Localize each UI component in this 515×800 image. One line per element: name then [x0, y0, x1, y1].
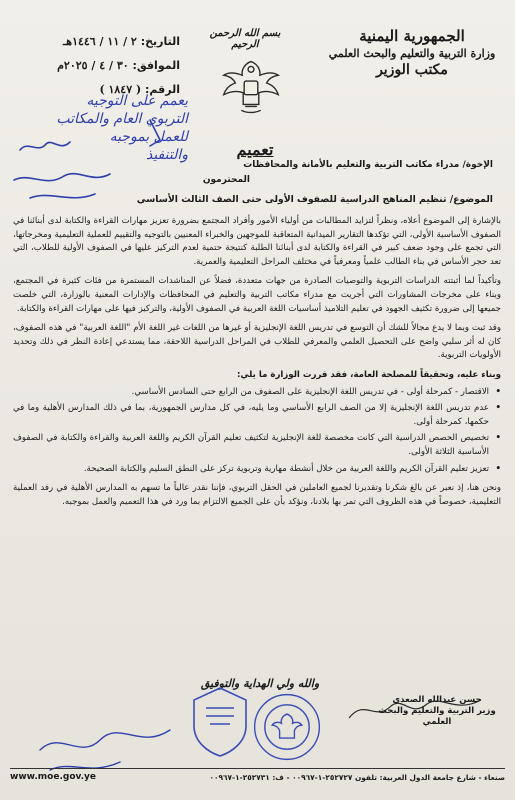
- decision-text: عدم تدريس اللغة الإنجليزية إلا من الصف الرابع الأساسي وما يليه، في كل مدارس الجمهورية، بما في ذلك المدارس الأهلية وما في حكمها، كمرحلة أولى.: [13, 403, 489, 427]
- contact-address: صنعاء - شارع جامعة الدول العربية: تلفون ٢٥٢٧٢٧-١-٠٠٩٦٧ - ف: ٢٥٢٧٣١-١-٠٠٩٦٧: [209, 772, 505, 782]
- reference-label: الرقم:: [145, 83, 180, 96]
- body-paragraph: وتأكيداً لما أثبتته الدراسات التربوية والتوصيات الصادرة من جهات متعددة، فضلاً عن المناشدات المستمرة من فئات كثيرة في المجتمع، وبناء على مخرجات المشاورات التي أجريت مع مدراء مكاتب التربية والتعليم في المحافظات والإدارات المعنية بالوزارة، التي خلصت جميعها إلى ضرورة تكثيف الجهود في تعليم التلاميذ أساسيات اللغة العربية في الصفوف الأولية، والتركيز فيها على مهارات القراءة والكتابة.: [13, 276, 501, 314]
- ministry-name: وزارة التربية والتعليم والبحث العلمي: [328, 47, 496, 60]
- handwritten-line: والتنفيذ: [145, 147, 188, 163]
- gregorian-date-value: ٣٠ / ٤ / ٢٠٢٥م: [57, 59, 129, 72]
- signatory-name: حسن عبدالله الصعدي: [392, 695, 482, 705]
- handwritten-note: [18, 92, 188, 164]
- bullet-icon: •: [495, 433, 501, 444]
- document-type-label: تعميم: [236, 140, 274, 159]
- gregorian-date-label: الموافق:: [132, 59, 180, 72]
- decisions-list: [13, 386, 501, 477]
- pen-scribble-icon: [30, 690, 180, 780]
- handwritten-line: التربوي العام والمكاتب: [56, 111, 188, 127]
- signature-block: [377, 695, 497, 728]
- decision-text: تخصيص الحصص الدراسية التي كانت مخصصة للغة الإنجليزية لتكثيف تعليم القرآن الكريم واللغة العربية والقراءة والكتابة في الصفوف الأساسية الثلاثة الأولى.: [13, 433, 489, 457]
- website-url: www.moe.gov.ye: [10, 772, 97, 782]
- hijri-date-label: التاريخ:: [140, 35, 180, 48]
- subject-line: الموضوع/ تنظيم المناهج الدراسية للصفوف الأولى حتى الصف الثالث الأساسي: [136, 194, 493, 205]
- addressees-line: الإخوة/ مدراء مكاتب التربية والتعليم بالأمانة والمحافظات: [243, 160, 493, 170]
- decision-text: تعزيز تعليم القرآن الكريم واللغة العربية من خلال أنشطة مهارية وتربوية تركز على النطق السليم والكتابة الصحيحة.: [83, 463, 489, 474]
- footer-divider: [10, 768, 505, 769]
- bullet-icon: •: [495, 386, 501, 397]
- body-paragraph: وقد ثبت وبما لا يدع مجالاً للشك أن التوسع في تدريس اللغة الإنجليزية أو غيرها من اللغات غير اللغة الأم "اللغة العربية" في هذه الصفوف، كان له أثر سلبي واضح على التحصيل العلمي والمعرفي للطلاب في المراحل الدراسية اللاحقة، مما يستدعي إعادة النظر في ذلك وتحديد الأولويات التربوية.: [13, 323, 501, 361]
- decision-item: [13, 463, 501, 477]
- handwritten-line: يعمم على التوجيه: [86, 93, 188, 109]
- country-name: الجمهورية اليمنية: [359, 27, 465, 45]
- hijri-date-row: [20, 30, 180, 54]
- decision-text: الاقتصار - كمرحلة أولى - في تدريس اللغة الإنجليزية على الصفوف من الرابع حتى السادس الأساسي.: [131, 386, 489, 397]
- reference-number: ( ١٨٤٧ ): [99, 83, 142, 96]
- eagle-emblem-icon: [212, 44, 290, 122]
- handwritten-line: للعمل بموجبه: [109, 129, 188, 145]
- bullet-icon: •: [495, 403, 501, 414]
- decision-item: [13, 402, 501, 429]
- office-seal-icon: [180, 682, 260, 762]
- addressees-signoff: المحترمون: [202, 175, 250, 185]
- ministry-header: [327, 28, 497, 79]
- ministry-stamp-icon: [250, 690, 324, 764]
- document-body: [13, 215, 501, 515]
- closing-phrase: والله ولي الهداية والتوفيق: [200, 677, 320, 690]
- basmala: بسم الله الرحمن الرحيم: [209, 28, 281, 50]
- page-footer: [10, 772, 505, 782]
- body-paragraph: بالإشارة إلى الموضوع أعلاه، ونظراً لتزايد المطالبات من أولياء الأمور وأفراد المجتمع بضرورة تعزيز مهارات القراءة والكتابة لدى أبنائنا في الصفوف الأساسية الأولى، التي تؤكدها التقارير الميدانية المتعاقبة للموجهين والخبراء المعنيين بالتوجيه والتقييم للعملية التعليمية ومخرجاتها، التي تجمع على وجود ضعف كبير في القراءة والكتابة لدى أبنائنا الطلبة كنتيجة حتمية لعدم التركيز عليها في الصفوف الأولية للطلاب، التي تعد حجر الأساس في بناء الطالب علمياً ومعرفياً في مختلف المراحل التعليمية والعمرية.: [13, 216, 501, 267]
- gregorian-date-row: [20, 54, 180, 78]
- decisions-intro: وبناء عليه، وتحقيقاً للمصلحة العامة، فقد قررت الوزارة ما يلي:: [237, 369, 501, 380]
- hijri-date-value: ٢ / ١١ / ١٤٤٦هـ: [63, 35, 137, 48]
- closing-paragraph: ونحن هنا، إذ نعبر عن بالغ شكرنا وتقديرنا لجميع العاملين في الحقل التربوي، فإننا نقدر عالياً ما تسهم به المدارس الأهلية في رفد العملية التعليمية، خصوصاً في هذه الظروف التي تمر بها بلادنا، ونؤكد بأن على الجميع الالتزام بما ورد في هذا التعميم والعمل بموجبه.: [13, 483, 501, 507]
- bullet-icon: •: [495, 463, 501, 474]
- signatory-title: وزير التربية والتعليم والبحث العلمي: [378, 706, 496, 727]
- decision-item: [13, 432, 501, 459]
- office-name: مكتب الوزير: [376, 62, 448, 78]
- decision-item: [13, 386, 501, 400]
